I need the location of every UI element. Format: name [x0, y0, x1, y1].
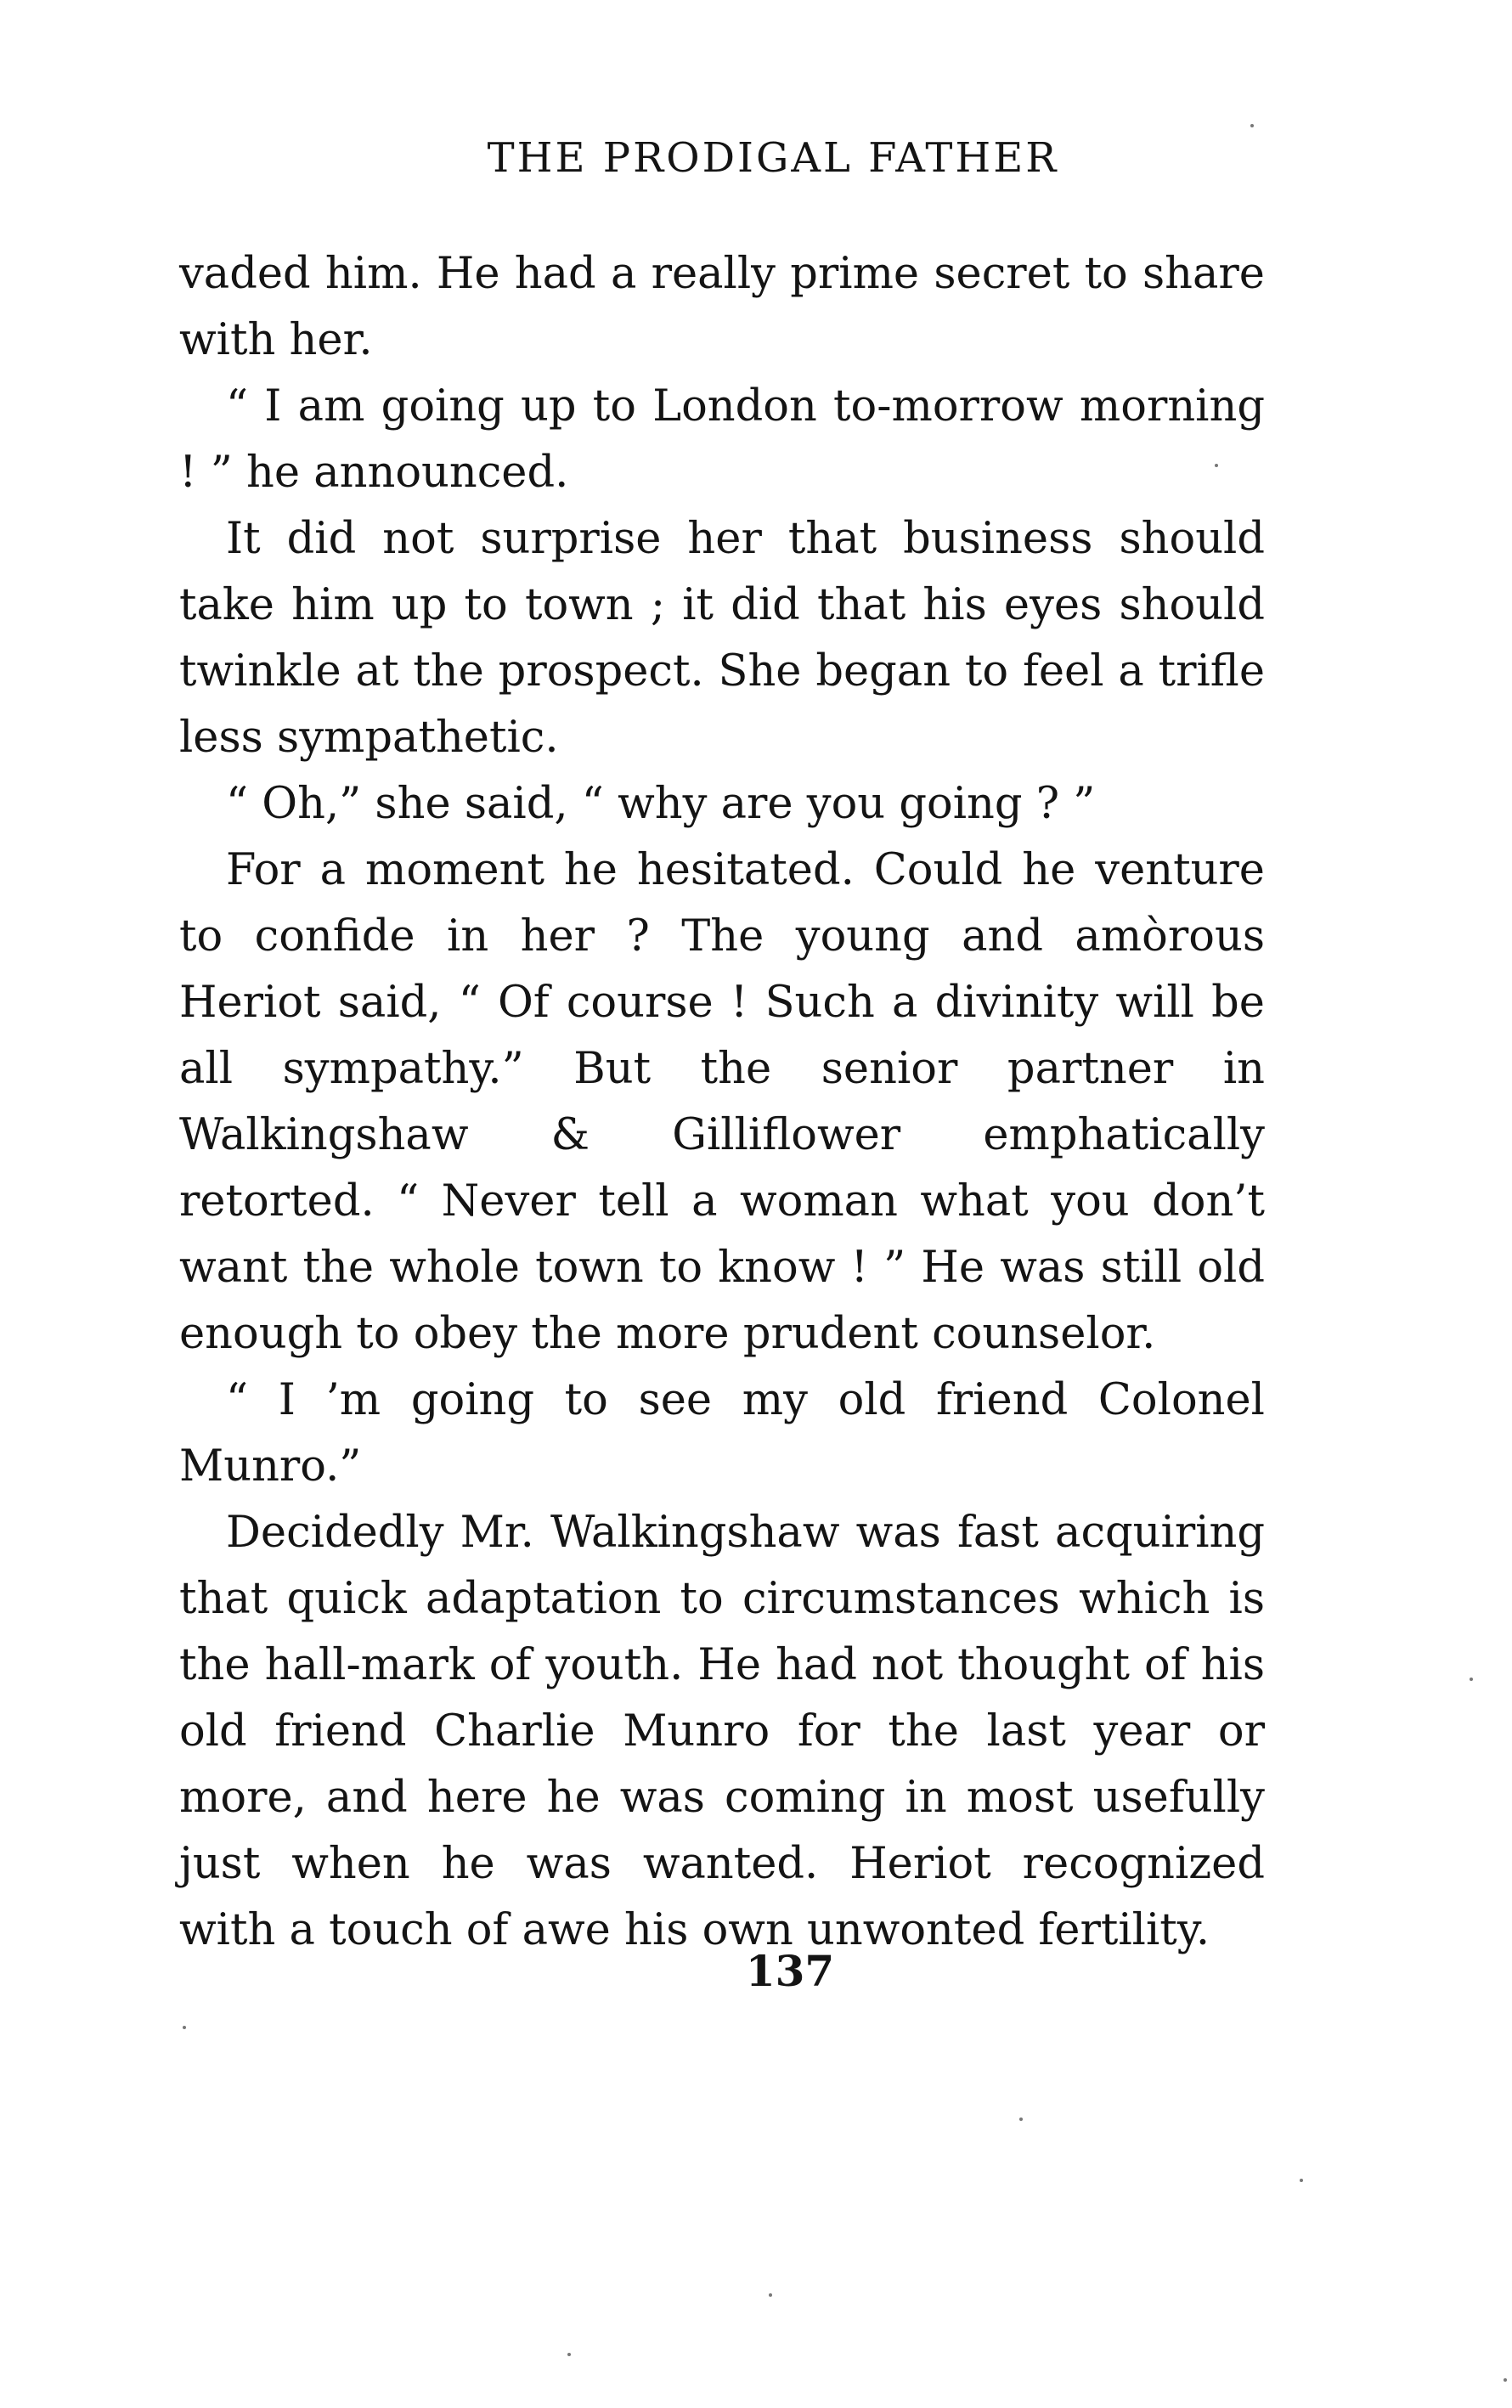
paper-speck [1215, 464, 1218, 467]
paragraph: “ I am going up to London to-morrow morning ! ” he announced. [179, 381, 1265, 498]
paragraph: It did not surprise her that business should take him up to town ; it did that his eyes should twinkle at the prospect. She began to feel a trifle less sympathetic. [179, 514, 1265, 763]
paper-speck [769, 2293, 772, 2297]
paragraph: “ I ’m going to see my old friend Colonel Munro.” [179, 1375, 1265, 1492]
body-text [179, 241, 1265, 1964]
paper-speck [1504, 2378, 1507, 2382]
paper-speck [1470, 1678, 1473, 1681]
running-head: THE PRODIGAL FATHER [487, 134, 1059, 182]
paper-speck [1250, 124, 1254, 127]
paper-speck [1300, 2179, 1303, 2182]
paragraph: vaded him. He had a really prime secret to share with her. [179, 249, 1265, 365]
paragraph: “ Oh,” she said, “ why are you going ? ” [226, 779, 1096, 829]
paper-speck [567, 2353, 571, 2356]
paragraph: For a moment he hesitated. Could he venture to confide in her ? The young and amòrous Heriot said, “ Of course ! Such a divinity will be all sympathy.” But the senior partner in Walkingshaw & Gilliflower emphatically retorted. “ Never tell a woman what you don’t want the whole town to know ! ” He was still old enough to obey the more prudent counselor. [179, 845, 1265, 1359]
paper-speck [1019, 2118, 1023, 2121]
paper-speck [183, 2026, 186, 2029]
page-number: 137 [745, 1946, 835, 1996]
paragraph: Decidedly Mr. Walkingshaw was fast acquiring that quick adaptation to circumstances which is the hall-mark of youth. He had not thought of his old friend Charlie Munro for the last year or more, and here he was coming in most usefully just when he was wanted. Heriot recognized with a touch of awe his own unwonted fertility. [179, 1508, 1265, 1955]
